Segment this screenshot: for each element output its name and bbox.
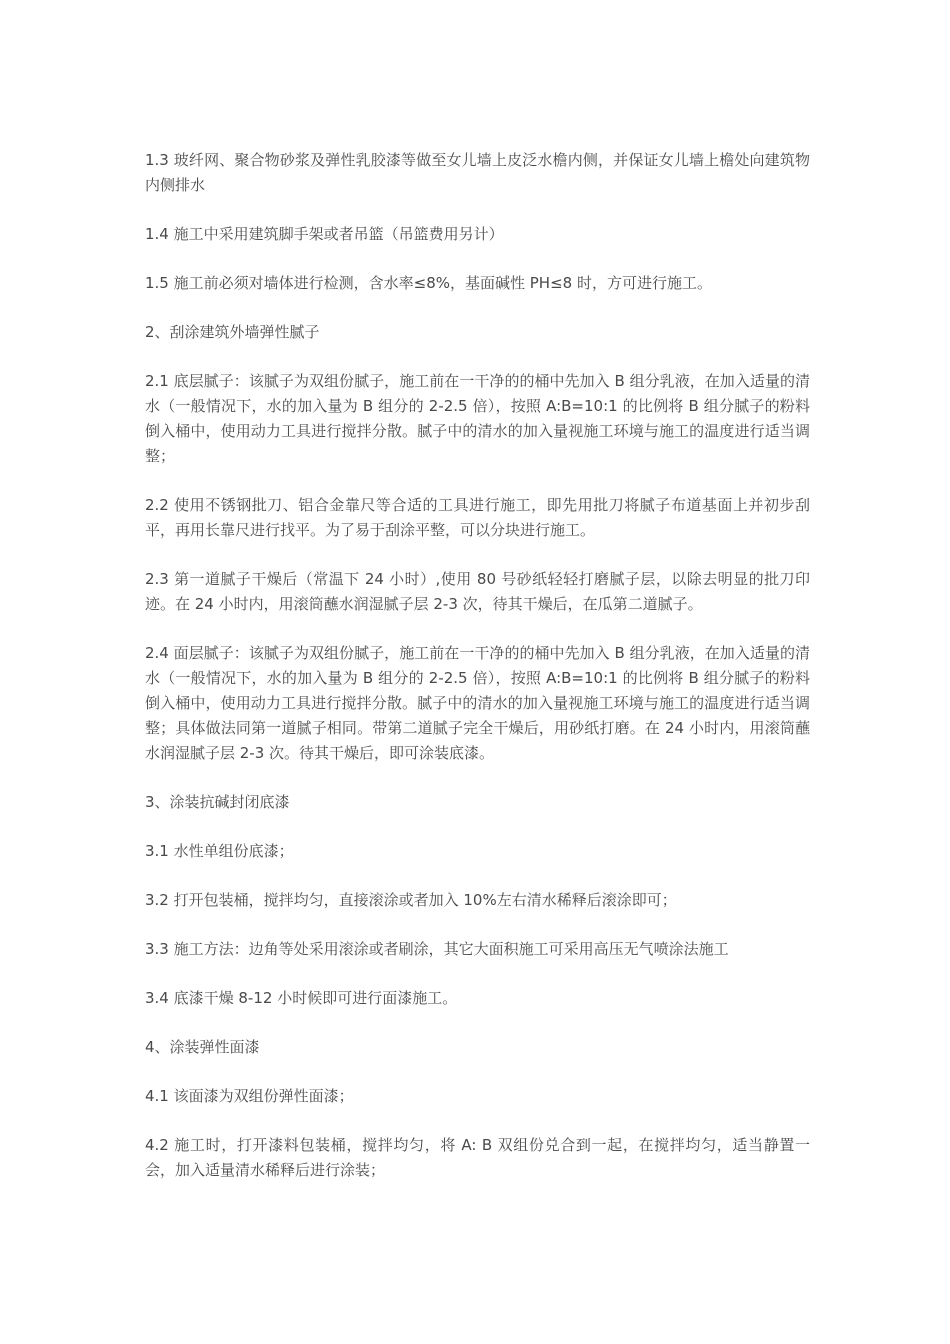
paragraph-1-4: 1.4 施工中采用建筑脚手架或者吊篮（吊篮费用另计） bbox=[145, 225, 504, 243]
paragraph-3-2: 3.2 打开包装桶，搅拌均匀，直接滚涂或者加入 10%左右清水稀释后滚涂即可； bbox=[145, 891, 677, 909]
paragraph-3-1: 3.1 水性单组份底漆； bbox=[145, 842, 294, 860]
paragraph-2-4: 2.4 面层腻子：该腻子为双组份腻子，施工前在一干净的的桶中先加入 B 组分乳液，在加入适量的清水（一般情况下，水的加入量为 B 组分的 2-2.5 倍），按照 A:B=10:1 的比例将 B 组分腻子的粉料倒入桶中，使用动力工具进行搅拌分散。腻子中的清水的加入量视施工环境与施工的温度进行适当调整；具体做法同第一道腻子相同。带第二道腻子完全干燥后，用砂纸打磨。在 24 小时内，用滚筒蘸水润湿腻子层 2-3 次。待其干燥后，即可涂装底漆。 bbox=[145, 644, 810, 762]
paragraph-4-2: 4.2 施工时，打开漆料包装桶，搅拌均匀，将 A: B 双组份兑合到一起，在搅拌均匀，适当静置一会，加入适量清水稀释后进行涂装； bbox=[145, 1136, 810, 1179]
section-heading-3: 3、涂装抗碱封闭底漆 bbox=[145, 793, 290, 811]
paragraph-1-3: 1.3 玻纤网、聚合物砂浆及弹性乳胶漆等做至女儿墙上皮泛水檐内侧，并保证女儿墙上檐处向建筑物内侧排水 bbox=[145, 151, 810, 194]
section-heading-2: 2、刮涂建筑外墙弹性腻子 bbox=[145, 323, 320, 341]
paragraph-2-1: 2.1 底层腻子：该腻子为双组份腻子，施工前在一干净的的桶中先加入 B 组分乳液，在加入适量的清水（一般情况下，水的加入量为 B 组分的 2-2.5 倍），按照 A:B=10:1 的比例将 B 组分腻子的粉料倒入桶中，使用动力工具进行搅拌分散。腻子中的清水的加入量视施工环境与施工的温度进行适当调整； bbox=[145, 372, 810, 465]
paragraph-1-5: 1.5 施工前必须对墙体进行检测，含水率≤8%，基面碱性 PH≤8 时，方可进行施工。 bbox=[145, 274, 712, 292]
paragraph-2-3: 2.3 第一道腻子干燥后（常温下 24 小时）,使用 80 号砂纸轻轻打磨腻子层，以除去明显的批刀印迹。在 24 小时内，用滚筒蘸水润湿腻子层 2-3 次，待其干燥后，在瓜第二道腻子。 bbox=[145, 570, 810, 613]
paragraph-3-4: 3.4 底漆干燥 8-12 小时候即可进行面漆施工。 bbox=[145, 989, 458, 1007]
document-body bbox=[145, 148, 810, 1207]
paragraph-2-2: 2.2 使用不锈钢批刀、铝合金靠尺等合适的工具进行施工，即先用批刀将腻子布道基面上并初步刮平，再用长靠尺进行找平。为了易于刮涂平整，可以分块进行施工。 bbox=[145, 496, 810, 539]
paragraph-3-3: 3.3 施工方法：边角等处采用滚涂或者刷涂，其它大面积施工可采用高压无气喷涂法施工 bbox=[145, 940, 729, 958]
section-heading-4: 4、涂装弹性面漆 bbox=[145, 1038, 260, 1056]
paragraph-4-1: 4.1 该面漆为双组份弹性面漆； bbox=[145, 1087, 354, 1105]
